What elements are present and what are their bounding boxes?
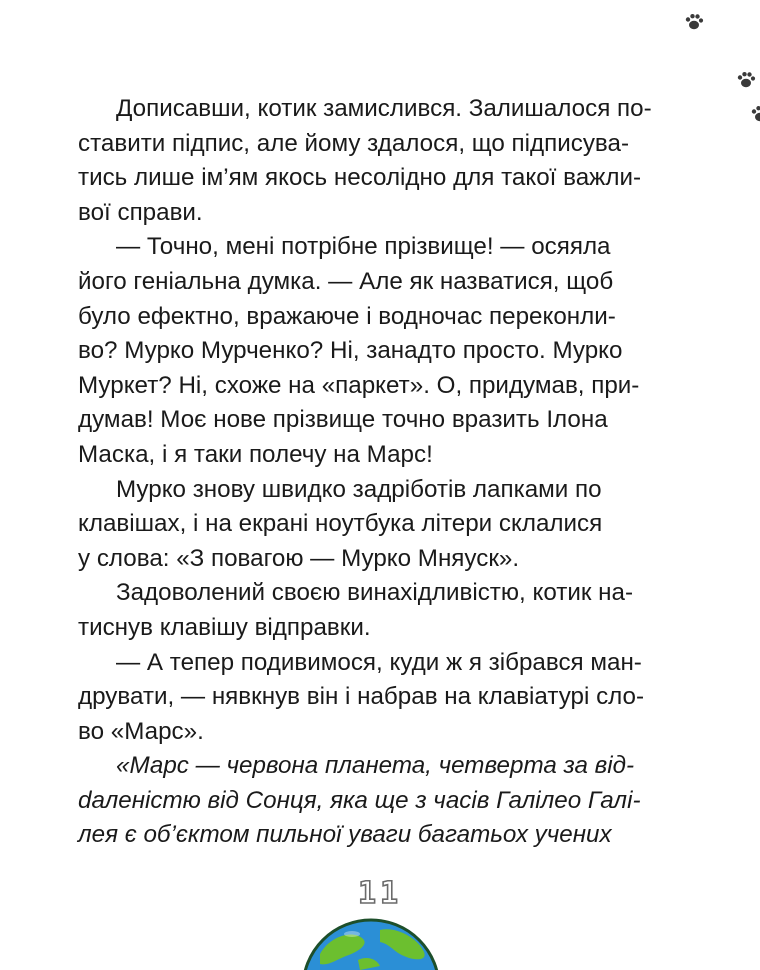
page-body-text	[78, 92, 656, 853]
earth-globe-icon	[300, 916, 442, 970]
paragraph-6-italic-quote: «Марс — червона планета, четверта за від- dаленістю від Сонця, яка ще з часів Галілео Галі- лея є об’єктом пильної уваги багатьох учених	[78, 752, 641, 849]
paw-print-icon-2	[736, 70, 756, 90]
paw-print-icon-1	[684, 12, 704, 32]
paragraph-3: Мурко знову швидко задріботів лапками по клавішах, і на екрані ноутбука літери склалися у слова: «З повагою — Мурко Мняуск».	[78, 475, 603, 572]
paragraph-4: Задоволений своєю винахідливістю, котик на- тиснув клавішу відправки.	[78, 579, 633, 641]
paragraph-1: Дописавши, котик замислився. Залишалося по- ставити підпис, але йому здалося, що підписува- тись лише ім’ям якось несолідно для такої важли- вої справи.	[78, 95, 652, 226]
paragraph-5: — А тепер подивимося, куди ж я зібрався ман- друвати, — нявкнув він і набрав на клавіатурі сло- во «Марс».	[78, 648, 645, 745]
paw-print-icon-3	[750, 104, 760, 124]
page-number: 11	[357, 876, 403, 911]
paragraph-2: — Точно, мені потрібне прізвище! — осяяла його геніальна думка. — Але як назватися, щоб було ефектно, вражаюче і водночас переконли- во? Мурко Мурченко? Ні, занадто просто. Мурко Муркет? Ні, схоже на «паркет». О, придумав, при- думав! Моє нове прізвище точно вразить Ілона Маска, і я таки полечу на Марс!	[78, 233, 640, 468]
